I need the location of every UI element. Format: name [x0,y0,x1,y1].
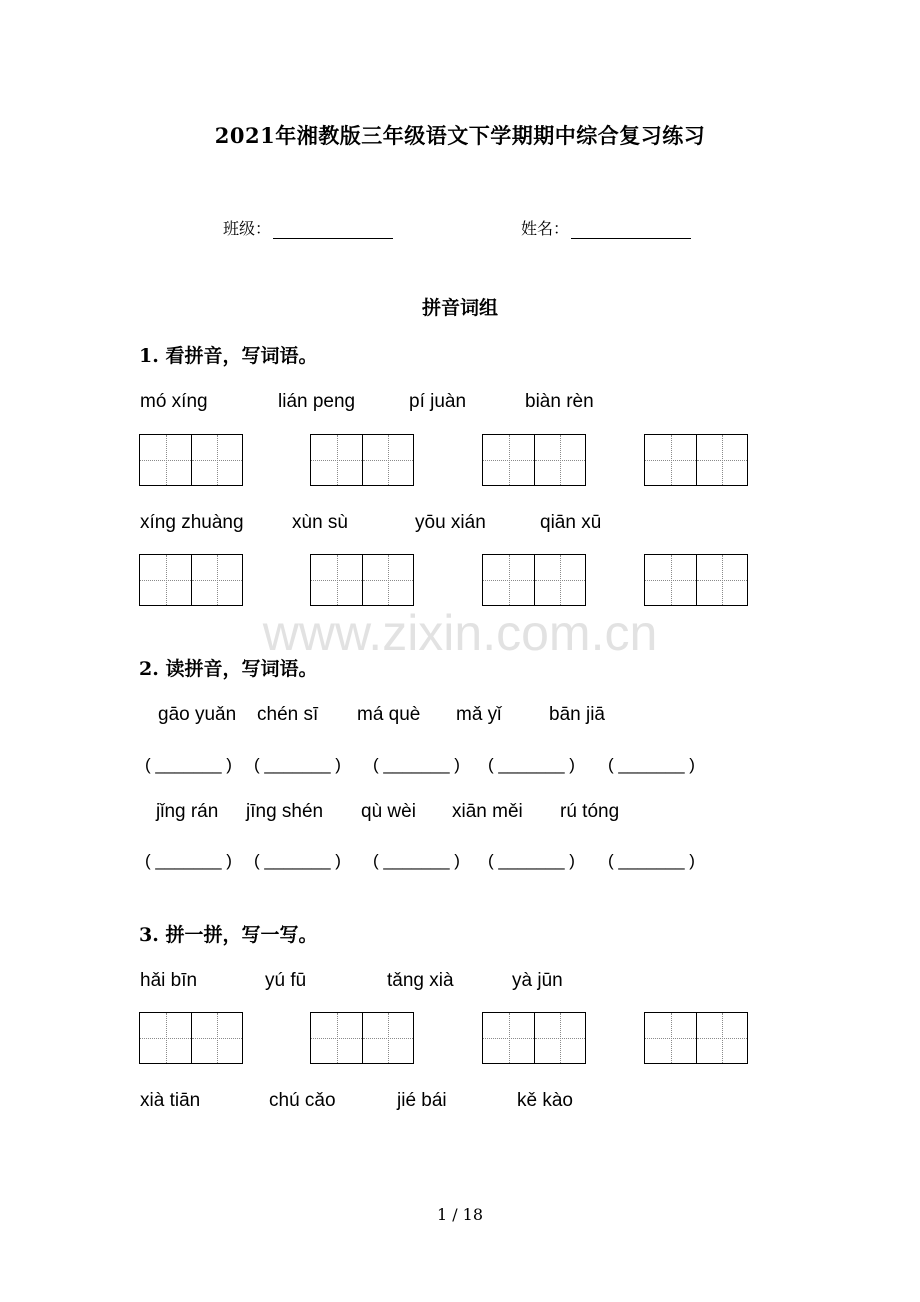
watermark: www.zixin.com.cn [262,605,658,661]
pinyin-item: chú cǎo [269,1090,336,1111]
class-blank[interactable] [273,222,393,239]
answer-blank[interactable]: ( _______ ) [254,755,341,774]
writing-grid[interactable] [310,434,414,486]
question-1-title: 1. 看拼音，写词语。 [139,345,318,367]
answer-blank[interactable]: ( _______ ) [145,851,232,870]
pinyin-item: chén sī [257,704,319,725]
pinyin-item: pí juàn [409,391,467,412]
pinyin-item: qiān xū [540,512,602,533]
pinyin-item: xíng zhuàng [140,512,244,533]
pinyin-item: biàn rèn [525,391,594,412]
pinyin-item: yōu xián [415,512,486,533]
writing-grid[interactable] [139,434,243,486]
pinyin-item: xiān měi [452,801,523,822]
pinyin-item: má què [357,704,421,725]
writing-grid[interactable] [310,554,414,606]
pinyin-item: xià tiān [140,1090,201,1111]
pinyin-item: jīng shén [246,801,324,822]
pinyin-item: mó xíng [140,391,208,412]
pinyin-item: jié bái [397,1090,447,1111]
pinyin-item: lián peng [278,391,356,412]
pinyin-item: yà jūn [512,970,563,991]
answer-blank[interactable]: ( _______ ) [488,851,575,870]
writing-grid[interactable] [644,434,748,486]
question-3-title: 3. 拼一拼，写一写。 [139,924,318,946]
class-label: 班级： [223,219,272,238]
answer-blank[interactable]: ( _______ ) [254,851,341,870]
answer-blank[interactable]: ( _______ ) [488,755,575,774]
name-field [521,216,691,239]
writing-grid[interactable] [482,554,586,606]
answer-blank[interactable]: ( _______ ) [608,755,695,774]
pinyin-item: jǐng rán [156,801,219,822]
page-number: 1 / 18 [436,1205,484,1224]
writing-grid[interactable] [644,554,748,606]
section-title: 拼音词组 [421,297,498,319]
writing-grid[interactable] [482,1012,586,1064]
writing-grid[interactable] [644,1012,748,1064]
pinyin-item: tǎng xià [387,970,454,991]
answer-blank[interactable]: ( _______ ) [608,851,695,870]
answer-blank[interactable]: ( _______ ) [145,755,232,774]
writing-grid[interactable] [139,1012,243,1064]
pinyin-item: gāo yuǎn [158,704,237,725]
writing-grid[interactable] [310,1012,414,1064]
answer-blank[interactable]: ( _______ ) [373,851,460,870]
name-blank[interactable] [571,222,691,239]
question-2-title: 2. 读拼音，写词语。 [139,658,318,680]
pinyin-item: kě kào [517,1090,573,1111]
class-field [223,216,393,239]
pinyin-item: yú fū [265,970,307,991]
writing-grid[interactable] [139,554,243,606]
name-label: 姓名： [521,219,570,238]
pinyin-item: mǎ yǐ [456,704,502,725]
pinyin-item: qù wèi [361,801,416,822]
page-title: 2021年湘教版三年级语文下学期期中综合复习练习 [214,123,706,148]
pinyin-item: bān jiā [549,704,605,725]
pinyin-item: rú tóng [560,801,620,822]
answer-blank[interactable]: ( _______ ) [373,755,460,774]
pinyin-item: xùn sù [292,512,348,533]
writing-grid[interactable] [482,434,586,486]
pinyin-item: hǎi bīn [140,970,198,991]
